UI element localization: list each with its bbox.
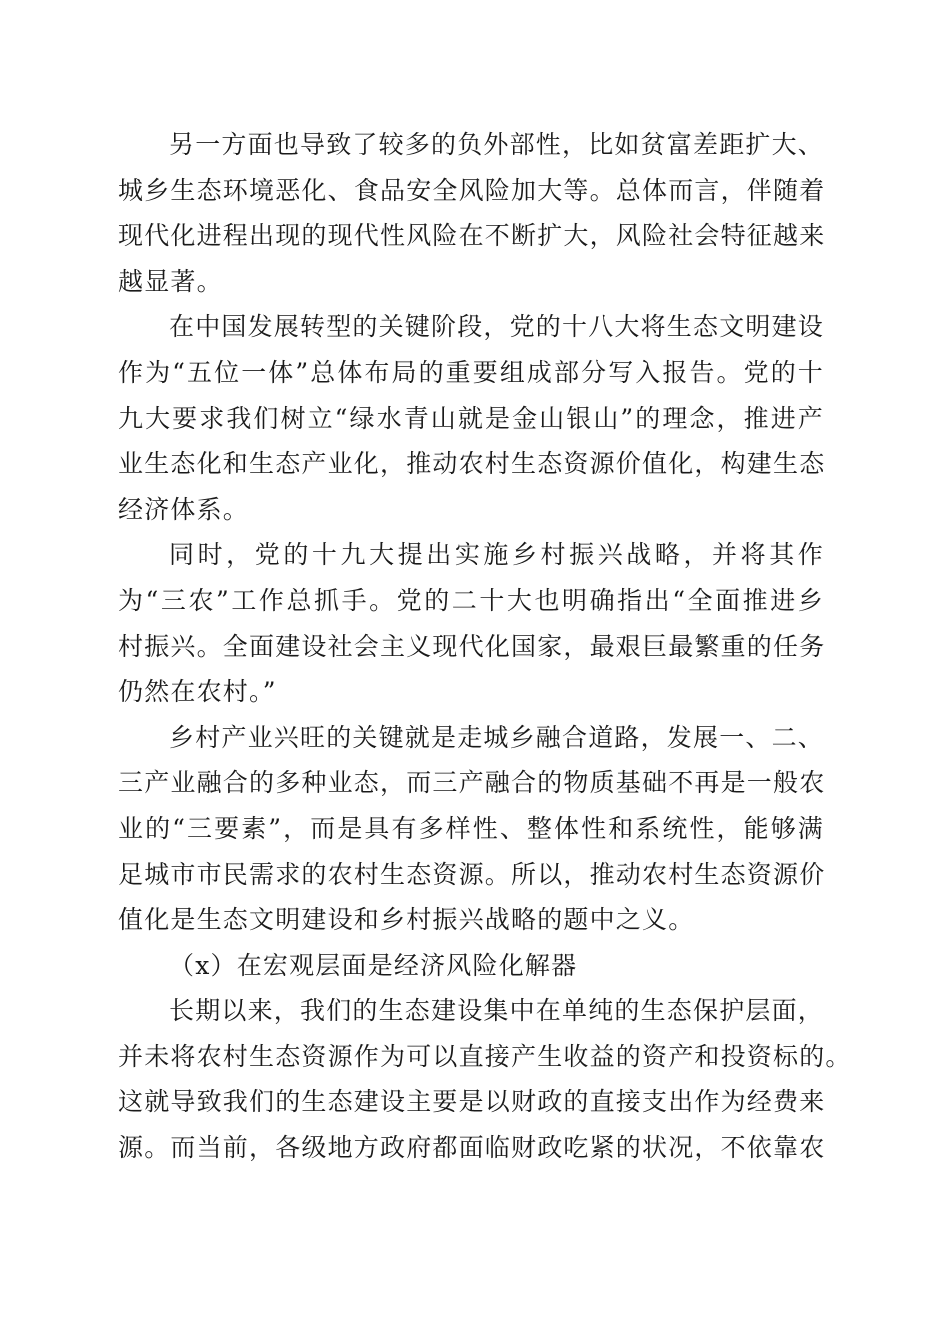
text-line: 长期以来，我们的生态建设集中在单纯的生态保护层面， <box>169 996 825 1026</box>
text-line: 九大要求我们树立“绿水青山就是金山银山”的理念，推进产 <box>118 403 824 433</box>
text-line: 在中国发展转型的关键阶段，党的十八大将生态文明建设 <box>169 312 825 342</box>
text-line: 村振兴。全面建设社会主义现代化国家，最艰巨最繁重的任务 <box>118 631 826 661</box>
text-line: 经济体系。 <box>118 494 250 524</box>
text-line: 城乡生态环境恶化、食品安全风险加大等。总体而言，伴随着 <box>118 175 826 205</box>
text-line: 乡村产业兴旺的关键就是走城乡融合道路，发展一、二、 <box>169 722 825 752</box>
text-line: 值化是生态文明建设和乡村振兴战略的题中之义。 <box>118 905 695 935</box>
section-heading: （x）在宏观层面是经济风险化解器 <box>169 950 578 980</box>
text-line: 同时，党的十九大提出实施乡村振兴战略，并将其作 <box>169 540 824 570</box>
text-line: 源。而当前，各级地方政府都面临财政吃紧的状况，不依靠农 <box>118 1133 826 1163</box>
text-line: 业的“三要素”，而是具有多样性、整体性和系统性，能够满 <box>118 813 824 843</box>
text-line: 这就导致我们的生态建设主要是以财政的直接支出作为经费来 <box>118 1087 826 1117</box>
text-line: 另一方面也导致了较多的负外部性，比如贫富差距扩大、 <box>169 130 825 159</box>
text-line: 三产业融合的多种业态，而三产融合的物质基础不再是一般农 <box>118 768 826 798</box>
text-line: 作为“五位一体”总体布局的重要组成部分写入报告。党的十 <box>118 357 824 387</box>
text-line: 越显著。 <box>118 266 223 296</box>
text-line: 为“三农”工作总抓手。党的二十大也明确指出“全面推进乡 <box>118 585 824 615</box>
text-line: 现代化进程出现的现代性风险在不断扩大，风险社会特征越来 <box>118 221 826 251</box>
document-body <box>118 122 852 1171</box>
text-line: 足城市市民需求的农村生态资源。所以，推动农村生态资源价 <box>118 859 826 889</box>
text-line: 仍然在农村。” <box>118 677 277 707</box>
text-line: 并未将农村生态资源作为可以直接产生收益的资产和投资标的。 <box>118 1041 852 1071</box>
text-line: 业生态化和生态产业化，推动农村生态资源价值化，构建生态 <box>118 449 826 479</box>
